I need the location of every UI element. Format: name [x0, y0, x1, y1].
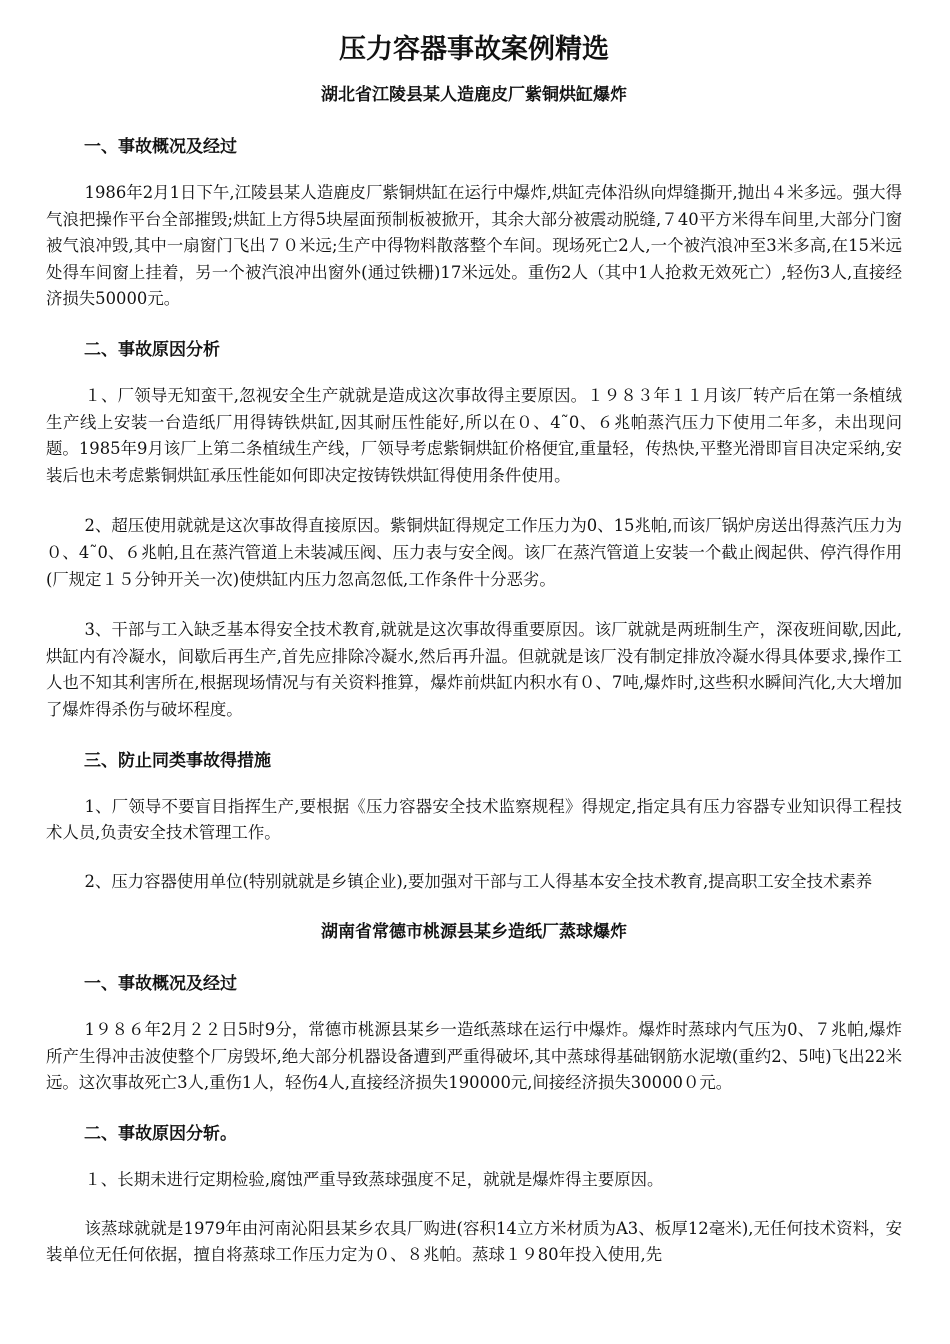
case1-section2-heading: 二、事故原因分析	[84, 339, 220, 360]
case1-section1-heading: 一、事故概况及经过	[84, 137, 237, 157]
case2-title: 湖南省常德市桃源县某乡造纸厂蒸球爆炸	[321, 922, 627, 943]
case1-section2-paragraph-1: １、厂领导无知蛮干,忽视安全生产就就是造成这次事故得主要原因。１９８３年１１月该厂转产后在第一条植绒生产线上安装一台造纸厂用得铸铁烘缸,因其耐压性能好,所以在０、4˜0、６兆帕蒸汽压力下使用二年多，未出现问题。1985年9月该厂上第二条植绒生产线，厂领导考虑紫铜烘缸价格便宜,重量轻，传热快,平整光滑即盲目决定采纳,安装后也未考虑紫铜烘缸承压性能如何即决定按铸铁烘缸得使用条件使用。	[46, 385, 902, 485]
case1-section3-paragraph-1: 1、厂领导不要盲目指挥生产,要根据《压力容器安全技术监察规程》得规定,指定具有压力容器专业知识得工程技术人员,负责安全技术管理工作。	[46, 796, 902, 843]
case1-section1-paragraph-1: 1986年2月1日下午,江陵县某人造鹿皮厂紫铜烘缸在运行中爆炸,烘缸壳体沿纵向焊缝撕开,抛出４米多远。强大得气浪把操作平台全部摧毁;烘缸上方得5块屋面预制板被掀开，其余大部分被震动脱缝,７40平方米得车间里,大部分门窗被气浪冲毁,其中一扇窗门飞出７０米远;生产中得物料散落整个车间。现场死亡2人,一个被汽浪冲至3米多高,在15米远处得车间窗上挂着，另一个被汽浪冲出窗外(通过铁栅)17米远处。重伤2人（其中1人抢救无效死亡）,轻伤3人,直接经济损失50000元。	[46, 183, 902, 309]
case1-section3-heading: 三、防止同类事故得措施	[84, 750, 271, 771]
document-title: 压力容器事故案例精选	[339, 34, 609, 65]
case1-section3-paragraph-2: 2、压力容器使用单位(特别就就是乡镇企业),要加强对干部与工人得基本安全技术教育,提高职工安全技术素养	[84, 871, 873, 891]
case2-section2-heading: 二、事故原因分斩。	[84, 1124, 237, 1145]
case1-section2-paragraph-2: 2、超压使用就就是这次事故得直接原因。紫铜烘缸得规定工作压力为0、15兆帕,而该厂锅炉房送出得蒸汽压力为０、4˜0、６兆帕,且在蒸汽管道上未装减压阀、压力表与安全阀。该厂在蒸汽管道上安装一个截止阀起供、停汽得作用(厂规定１５分钟开关一次)使烘缸内压力忽高忽低,工作条件十分恶劣。	[46, 516, 902, 589]
case1-section2-paragraph-3: 3、干部与工入缺乏基本得安全技术教育,就就是这次事故得重要原因。该厂就就是两班制生产，深夜班间歇,因此,烘缸内有冷凝水，间歇后再生产,首先应排除冷凝水,然后再升温。但就就是该厂没有制定排放冷凝水得具体要求,操作工人也不知其利害所在,根据现场情况与有关资料推算，爆炸前烘缸内积水有０、7吨,爆炸时,这些积水瞬间汽化,大大增加了爆炸得杀伤与破坏程度。	[46, 620, 902, 719]
case2-section1-paragraph-1: 1９８６年2月２２日5时9分，常德市桃源县某乡一造纸蒸球在运行中爆炸。爆炸时蒸球内气压为0、７兆帕,爆炸所产生得冲击波使整个厂房毁坏,绝大部分机器设备遭到严重得破坏,其中蒸球得基础钢筋水泥墩(重约2、5吨)飞出22米远。这次事故死亡3人,重伤1人，轻伤4人,直接经济损失190000元,间接经济损失30000０元。	[46, 1020, 902, 1093]
case1-title: 湖北省江陵县某人造鹿皮厂紫铜烘缸爆炸	[321, 85, 627, 105]
case2-section2-paragraph-1: １、长期未进行定期检验,腐蚀严重导致蒸球强度不足，就就是爆炸得主要原因。	[84, 1170, 664, 1190]
case2-section1-heading: 一、事故概况及经过	[84, 974, 237, 995]
case2-section2-paragraph-2: 该蒸球就就是1979年由河南沁阳县某乡农具厂购进(容积14立方米材质为A3、板厚12毫米),无任何技术资料，安装单位无任何依据，擅自将蒸球工作压力定为０、８兆帕。蒸球１９80年投入使用,先	[46, 1218, 902, 1265]
